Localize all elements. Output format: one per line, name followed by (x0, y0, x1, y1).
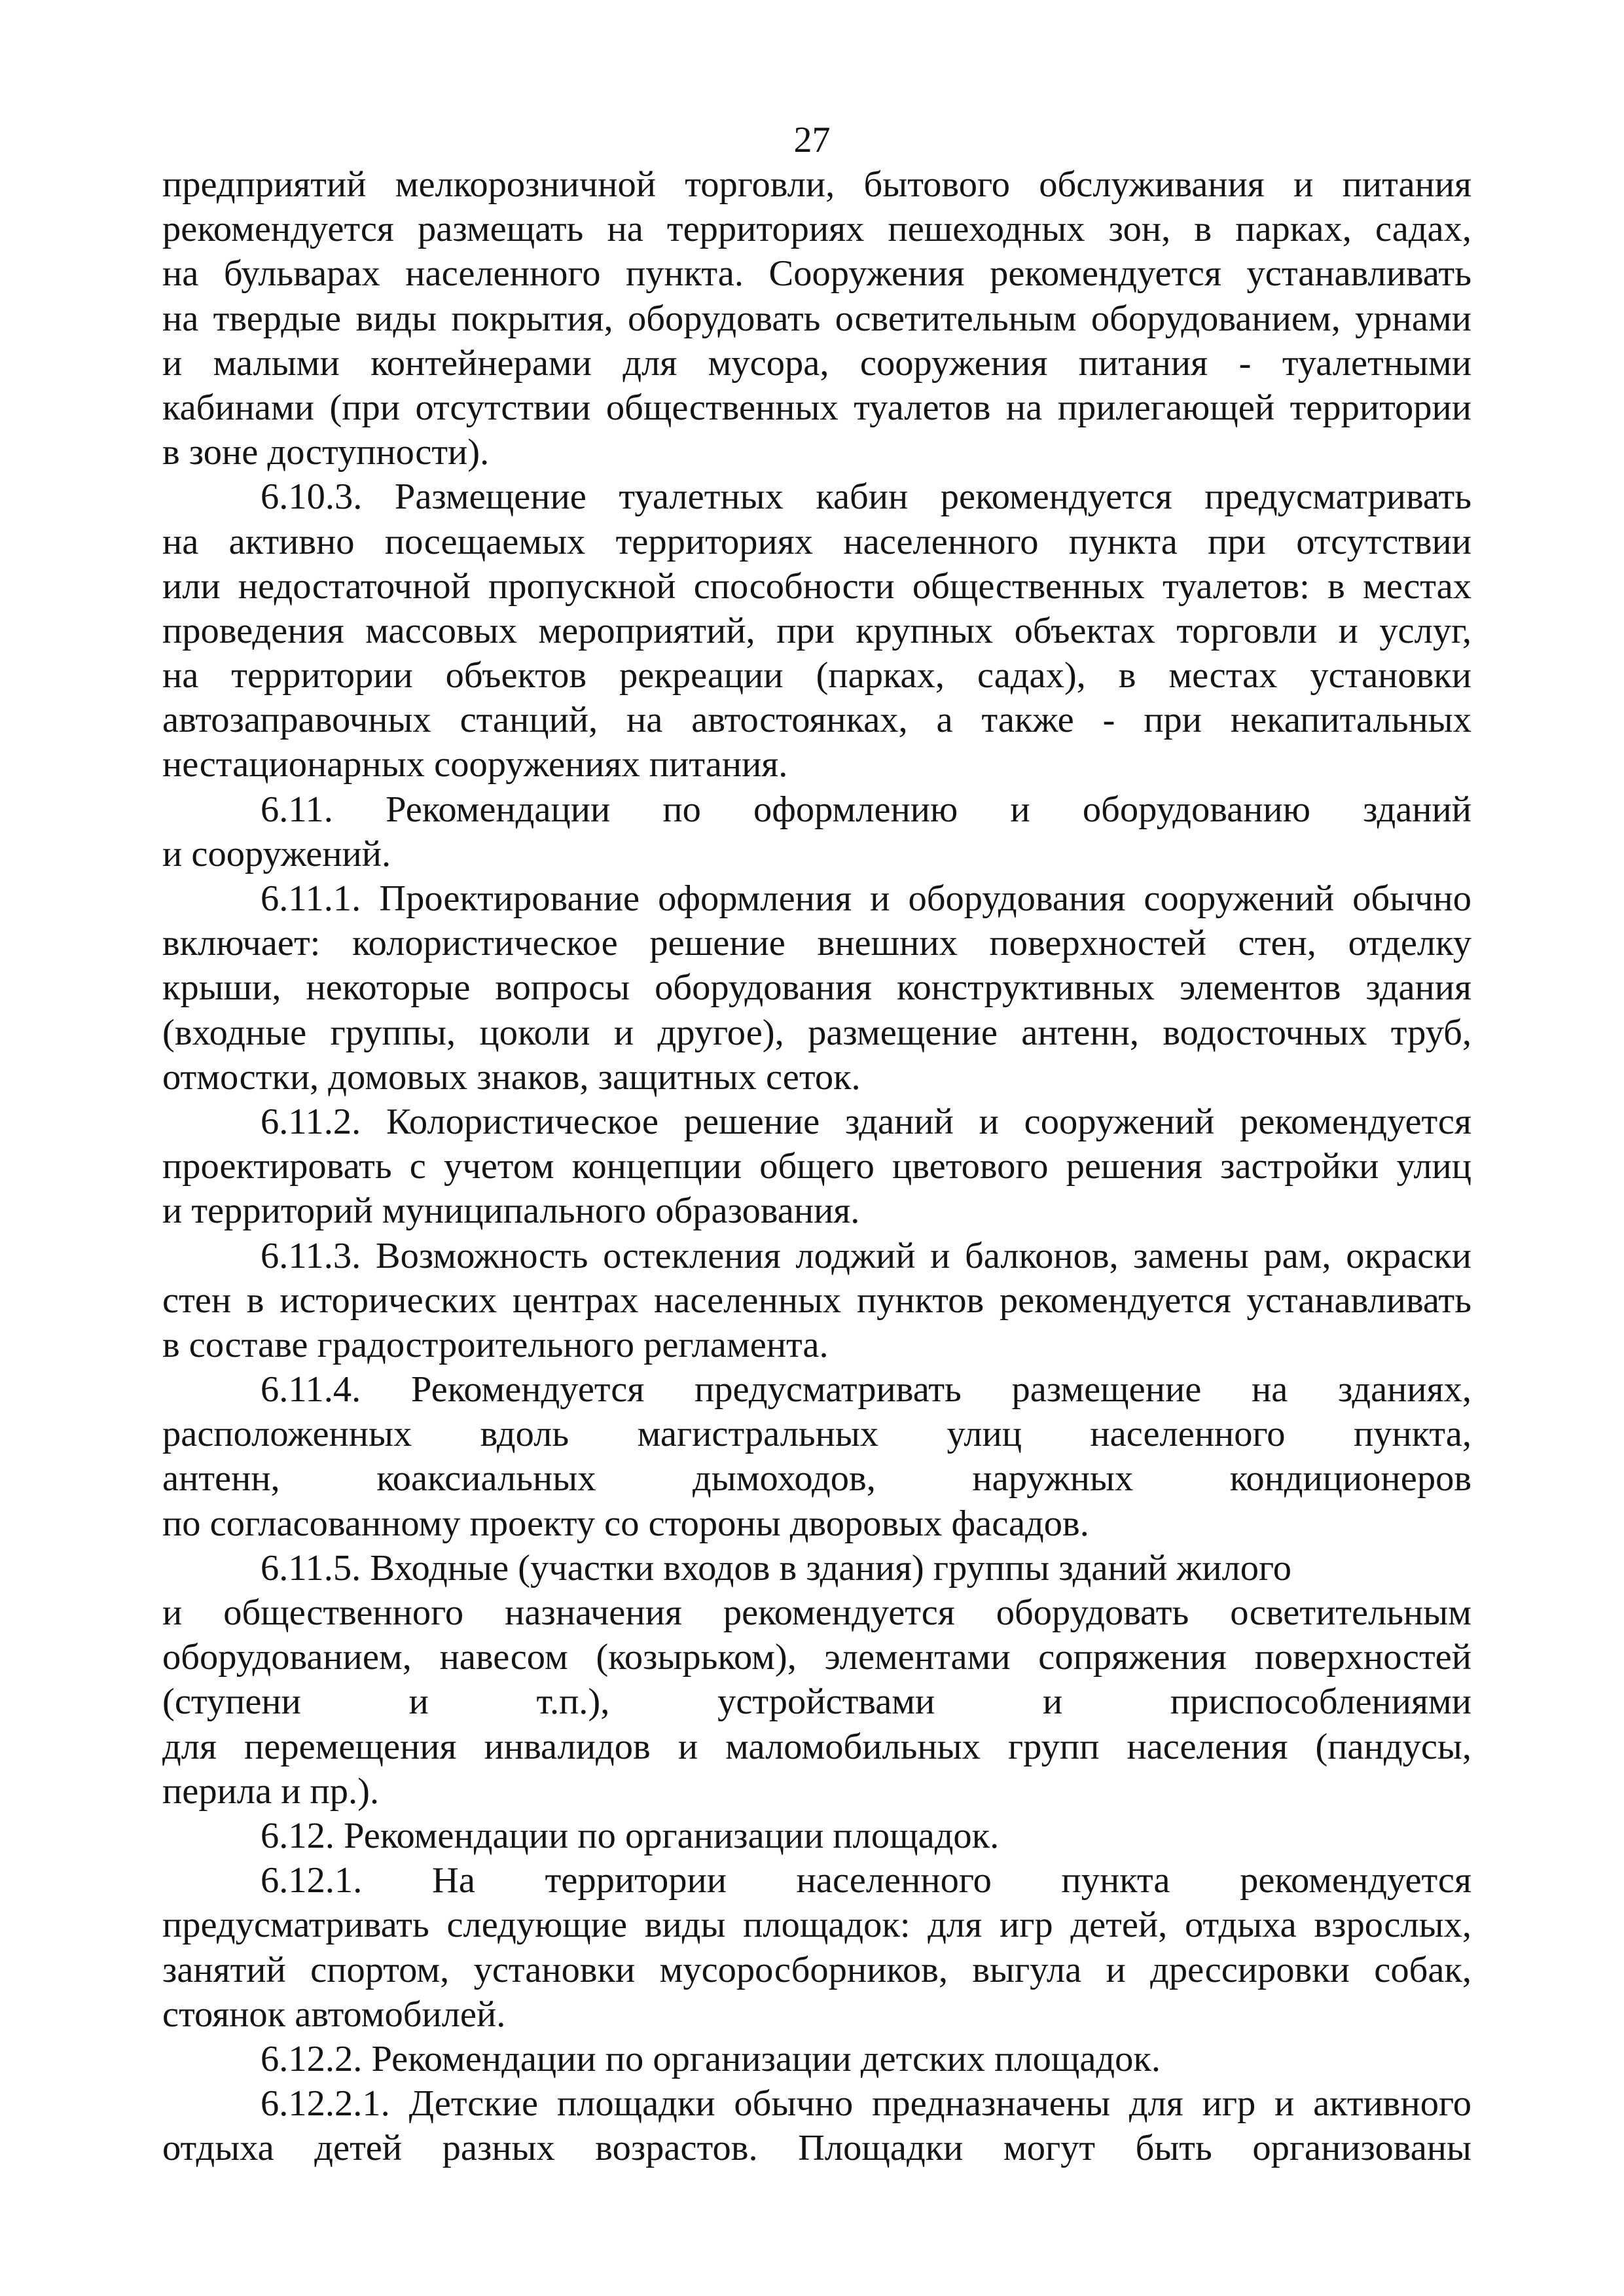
text-line: в зоне доступности). (162, 432, 490, 473)
text-line: на твердые виды покрытия, оборудовать осветительным оборудованием, урнами (162, 298, 1471, 339)
text-line: включает: колористическое решение внешних поверхностей стен, отделку (162, 923, 1471, 964)
text-line: и сооружений. (162, 833, 391, 874)
text-line: на бульварах населенного пункта. Сооружения рекомендуется устанавливать (162, 253, 1471, 295)
text-line: автозаправочных станций, на автостоянках, а также - при некапитальных (162, 700, 1471, 741)
document-body (162, 162, 1471, 2170)
text-line: предусматривать следующие виды площадок: для игр детей, отдыха взрослых, (162, 1905, 1471, 1946)
text-line: и малыми контейнерами для мусора, сооружения питания - туалетными (162, 342, 1471, 384)
text-line: и общественного назначения рекомендуется оборудовать осветительным (162, 1592, 1471, 1633)
text-line: (входные группы, цоколи и другое), размещение антенн, водосточных труб, (162, 1012, 1471, 1053)
text-line: (ступени и т.п.), устройствами и приспособлениями (162, 1681, 1471, 1723)
text-line: в составе градостроительного регламента. (162, 1324, 829, 1365)
text-line: проектировать с учетом концепции общего цветового решения застройки улиц (162, 1146, 1471, 1187)
text-line: отмостки, домовых знаков, защитных сеток. (162, 1056, 861, 1098)
text-line: на территории объектов рекреации (парках, садах), в местах установки (162, 655, 1471, 696)
text-line: на активно посещаемых территориях населенного пункта при отсутствии (162, 521, 1471, 562)
text-line: стен в исторических центрах населенных пунктов рекомендуется устанавливать (162, 1280, 1471, 1321)
text-line: 6.11. Рекомендации по оформлению и оборудованию зданий (261, 789, 1471, 830)
text-line: 6.11.3. Возможность остекления лоджий и балконов, замены рам, окраски (261, 1235, 1471, 1276)
text-line: 6.11.5. Входные (участки входов в здания) группы зданий жилого (261, 1547, 1292, 1588)
text-line: предприятий мелкорозничной торговли, бытового обслуживания и питания (162, 164, 1471, 205)
text-line: 6.12.2.1. Детские площадки обычно предназначены для игр и активного (261, 2083, 1471, 2125)
text-line: 6.11.2. Колористическое решение зданий и сооружений рекомендуется (261, 1101, 1471, 1142)
text-line: крыши, некоторые вопросы оборудования конструктивных элементов здания (162, 967, 1471, 1009)
page-number: 27 (793, 120, 831, 160)
text-line: 6.12.1. На территории населенного пункта рекомендуется (261, 1860, 1471, 1901)
text-line: или недостаточной пропускной способности общественных туалетов: в местах (162, 565, 1471, 607)
text-line: 6.11.4. Рекомендуется предусматривать размещение на зданиях, (261, 1369, 1471, 1410)
text-line: отдыха детей разных возрастов. Площадки могут быть организованы (162, 2128, 1471, 2169)
text-line: и территорий муниципального образования. (162, 1191, 860, 1232)
text-line: расположенных вдоль магистральных улиц населенного пункта, (162, 1414, 1471, 1455)
text-line: для перемещения инвалидов и маломобильных групп населения (пандусы, (162, 1726, 1471, 1767)
text-line: оборудованием, навесом (козырьком), элементами сопряжения поверхностей (162, 1637, 1471, 1678)
text-line: занятий спортом, установки мусоросборников, выгула и дрессировки собак, (162, 1949, 1471, 1990)
text-line: 6.12. Рекомендации по организации площадок. (261, 1815, 1000, 1856)
text-line: стоянок автомобилей. (162, 1994, 506, 2035)
text-line: 6.11.1. Проектирование оформления и оборудования сооружений обычно (261, 878, 1471, 919)
text-line: перила и пр.). (162, 1770, 380, 1812)
text-line: 6.12.2. Рекомендации по организации детских площадок. (261, 2038, 1161, 2079)
text-line: по согласованному проекту со стороны дворовых фасадов. (162, 1503, 1089, 1544)
text-line: антенн, коаксиальных дымоходов, наружных кондиционеров (162, 1458, 1471, 1499)
text-line: рекомендуется размещать на территориях пешеходных зон, в парках, садах, (162, 209, 1471, 250)
text-line: 6.10.3. Размещение туалетных кабин рекомендуется предусматривать (261, 476, 1471, 518)
text-line: нестационарных сооружениях питания. (162, 744, 788, 785)
text-line: кабинами (при отсутствии общественных туалетов на прилегающей территории (162, 387, 1471, 428)
text-line: проведения массовых мероприятий, при крупных объектах торговли и услуг, (162, 610, 1471, 651)
